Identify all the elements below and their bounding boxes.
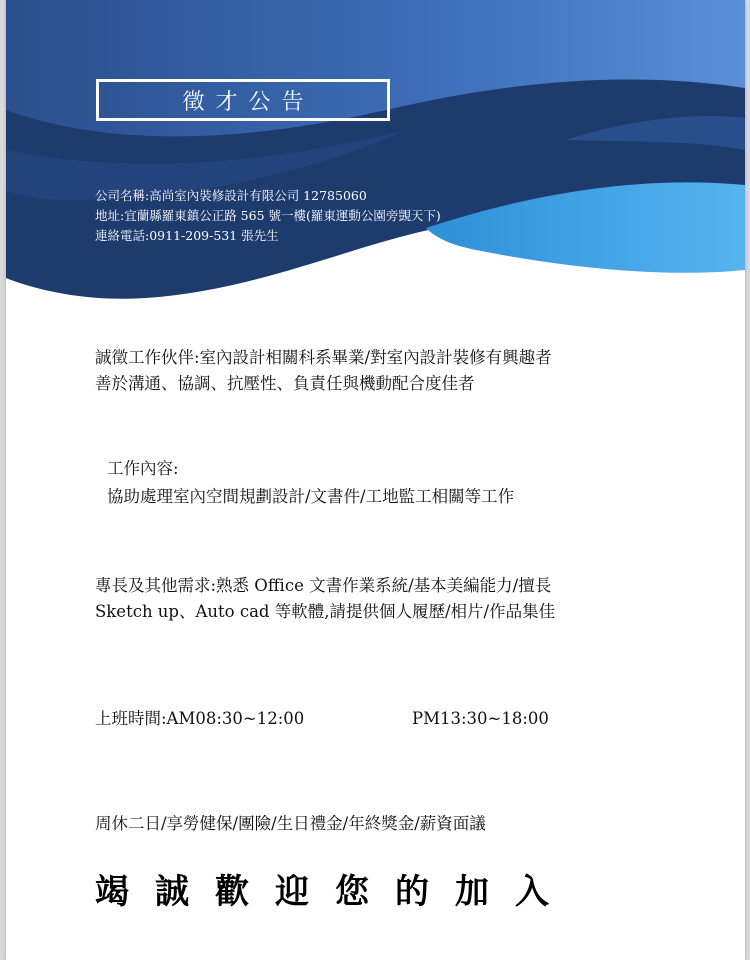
benefits: 周休二日/享勞健保/團險/生日禮金/年終獎金/薪資面議 — [95, 814, 486, 833]
header-wave-background — [6, 0, 745, 320]
job-content-label: 工作內容: — [107, 459, 179, 478]
job-content-section — [107, 456, 514, 510]
partner-line-1: 誠徵工作伙伴:室內設計相關科系畢業/對室內設計裝修有興趣者 — [95, 348, 552, 367]
skills-section — [95, 573, 555, 625]
working-hours — [95, 706, 549, 732]
company-name: 公司名稱:高尚室內裝修設計有限公司 12785060 — [95, 188, 367, 203]
partner-line-2: 善於溝通、協調、抗壓性、負責任與機動配合度佳者 — [95, 374, 475, 393]
hours-am: 上班時間:AM08:30~12:00 — [95, 709, 305, 728]
page-title: 徵才公告 — [96, 79, 390, 121]
company-info — [95, 186, 441, 246]
hours-pm: PM13:30~18:00 — [412, 709, 549, 728]
company-contact: 連絡電話:0911-209-531 張先生 — [95, 228, 279, 243]
partner-requirements — [95, 345, 552, 397]
company-address: 地址:宜蘭縣羅東鎮公正路 565 號一樓(羅東運動公園旁覬天下) — [95, 208, 441, 223]
skills-line-2: Sketch up、Auto cad 等軟體,請提供個人履歷/相片/作品集佳 — [95, 602, 556, 621]
skills-line-1: 專長及其他需求:熟悉 Office 文書作業系統/基本美編能力/擅長 — [95, 576, 552, 595]
welcome-message: 竭誠歡迎您的加入 — [95, 872, 575, 912]
job-posting-page — [6, 0, 745, 960]
job-content-text: 協助處理室內空間規劃設計/文書件/工地監工相關等工作 — [107, 487, 515, 506]
